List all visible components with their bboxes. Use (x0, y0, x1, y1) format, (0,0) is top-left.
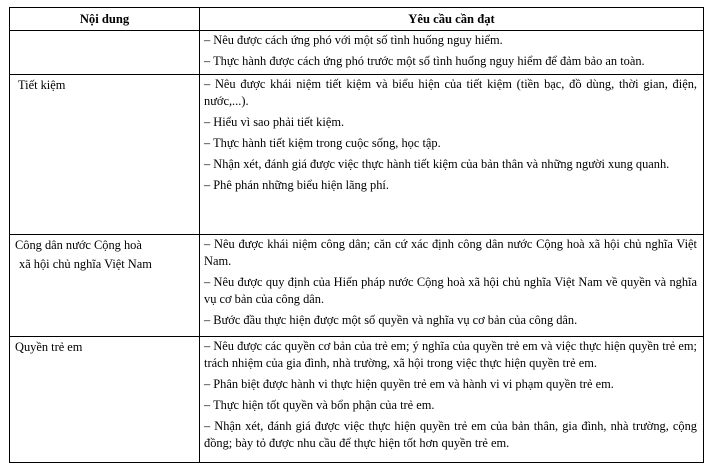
topic-cell (10, 75, 200, 235)
document-page (9, 7, 703, 463)
requirements-cell (200, 75, 704, 235)
topic-text: Tiết kiệm (18, 78, 66, 92)
topic-cell (10, 235, 200, 337)
table-row (10, 31, 704, 75)
topic-text: Quyền trẻ em (15, 340, 83, 354)
topic-text: xã hội chủ nghĩa Việt Nam (19, 257, 152, 271)
table-row (10, 235, 704, 337)
requirement-item: – Hiểu vì sao phải tiết kiệm. (204, 115, 345, 129)
requirement-item: – Thực hiện tốt quyền và bổn phận của trẻ em. (204, 398, 435, 412)
requirement-item: – Phê phán những biểu hiện lãng phí. (204, 178, 389, 192)
curriculum-table (9, 7, 704, 463)
requirement-item: – Nêu được quy định của Hiến pháp nước Cộng hoà xã hội chủ nghĩa Việt Nam về quyền và nghĩa vụ cơ bản của công dân. (204, 275, 697, 306)
requirement-item: – Nêu được khái niệm tiết kiệm và biểu hiện của tiết kiệm (tiền bạc, đồ dùng, thời gian, điện, nước,...). (204, 77, 697, 108)
table-row (10, 337, 704, 463)
topic-cell (10, 31, 200, 75)
requirements-cell (200, 235, 704, 337)
requirement-item: – Bước đầu thực hiện được một số quyền và nghĩa vụ cơ bản của công dân. (204, 313, 578, 327)
table-row (10, 75, 704, 235)
table-header-row (10, 8, 704, 31)
requirement-item: – Nêu được cách ứng phó với một số tình huống nguy hiểm. (204, 33, 503, 47)
requirement-item: – Thực hành được cách ứng phó trước một số tình huống nguy hiểm để đảm bảo an toàn. (204, 54, 645, 68)
topic-text: Công dân nước Cộng hoà (15, 238, 142, 252)
requirement-item: – Thực hành tiết kiệm trong cuộc sống, học tập. (204, 136, 441, 150)
requirement-item: – Nhận xét, đánh giá được việc thực hành tiết kiệm của bản thân và những người xung quanh. (204, 157, 670, 171)
requirements-cell (200, 31, 704, 75)
requirement-item: – Nêu được các quyền cơ bản của trẻ em; ý nghĩa của quyền trẻ em và việc thực hiện quyền trẻ em; trách nhiệm của gia đình, nhà trường, xã hội trong việc thực hiện quyền trẻ em. (204, 339, 697, 370)
header-content: Nội dung (10, 8, 200, 31)
requirement-item: – Nhận xét, đánh giá được việc thực hiện quyền trẻ em của bản thân, gia đình, nhà trường, cộng đồng; bày tỏ được nhu cầu để thực hiện tốt hơn quyền trẻ em. (204, 419, 697, 450)
requirements-cell (200, 337, 704, 463)
topic-cell (10, 337, 200, 463)
header-requirements: Yêu cầu cần đạt (200, 8, 704, 31)
requirement-item: – Nêu được khái niệm công dân; căn cứ xác định công dân nước Cộng hoà xã hội chủ nghĩa Việt Nam. (204, 237, 697, 268)
requirement-item: – Phân biệt được hành vi thực hiện quyền trẻ em và hành vi vi phạm quyền trẻ em. (204, 377, 614, 391)
